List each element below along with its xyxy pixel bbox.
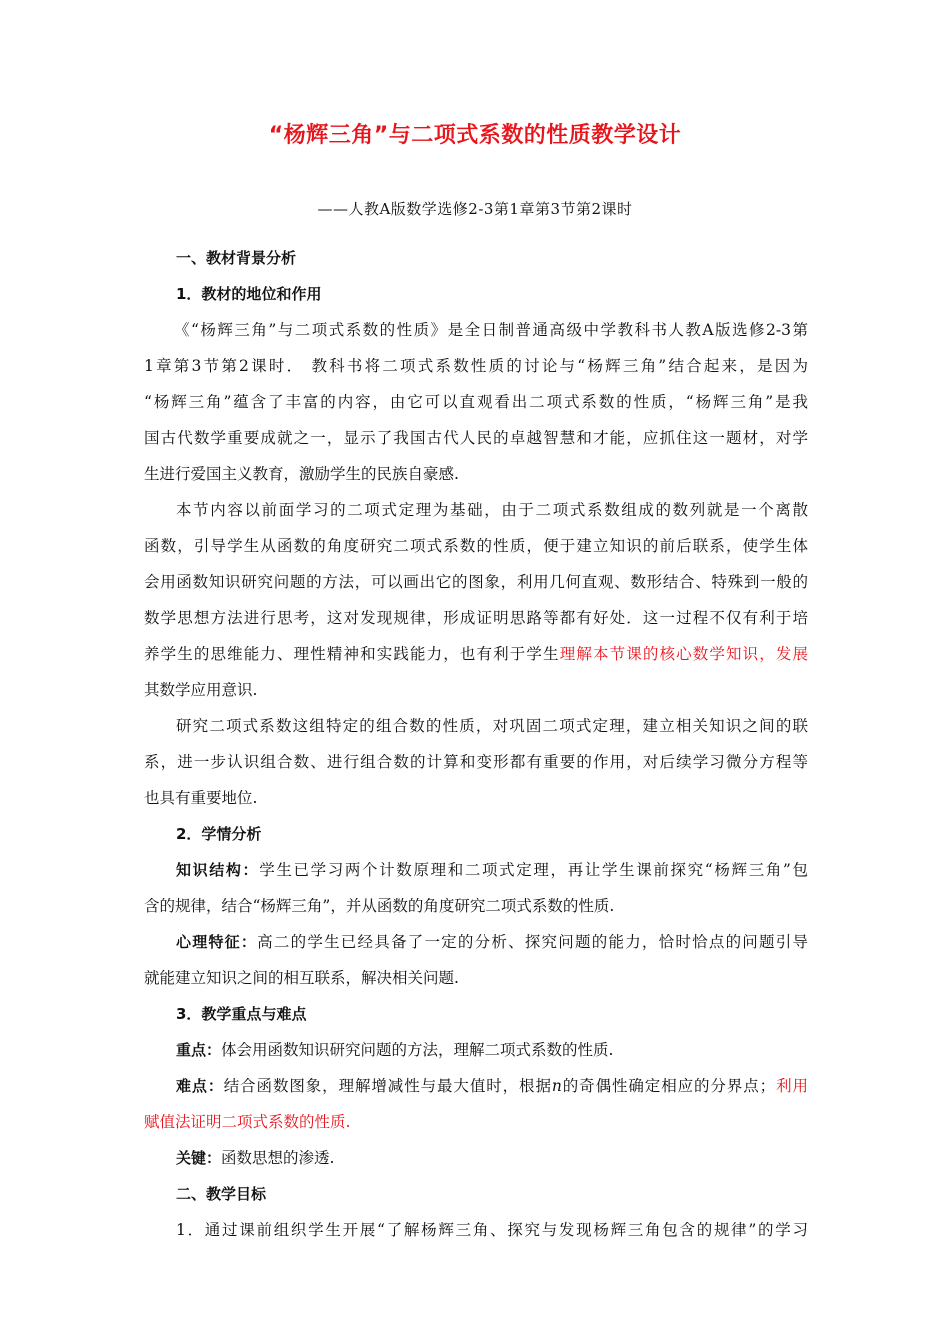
text-run: 结合函数图象，理解增减性与最大值时，根据 bbox=[223, 1077, 552, 1095]
paragraph-line: 1．通过课前组织学生开展“了解杨辉三角、探究与发现杨辉三角包含的规律”的学习 bbox=[176, 1221, 808, 1239]
paragraph-line: 也具有重要地位. bbox=[144, 789, 258, 807]
section-heading: 一、教材背景分析 bbox=[176, 249, 297, 267]
subsection-heading: 1．教材的地位和作用 bbox=[176, 285, 322, 303]
paragraph-line: 其数学应用意识. bbox=[144, 681, 258, 699]
section-heading: 二、教学目标 bbox=[176, 1185, 267, 1203]
paragraph-line: 系，进一步认识组合数、进行组合数的计算和变形都有重要的作用，对后续学习微分方程等 bbox=[144, 753, 808, 771]
text-run: 高二的学生已经具备了一定的分析、探究问题的能力，恰时恰点的问题引导 bbox=[257, 933, 808, 951]
math-variable: n bbox=[551, 1077, 562, 1095]
paragraph-line: 函数，引导学生从函数的角度研究二项式系数的性质，便于建立知识的前后联系，使学生体 bbox=[144, 537, 808, 555]
paragraph-line bbox=[144, 1032, 808, 1068]
paragraph-line: 数学思想方法进行思考，这对发现规律，形成证明思路等都有好处．这一过程不仅有利于培 bbox=[144, 609, 808, 627]
paragraph-line: 研究二项式系数这组特定的组合数的性质，对巩固二项式定理，建立相关知识之间的联 bbox=[176, 717, 808, 735]
term-label: 心理特征： bbox=[176, 933, 258, 951]
text-run: 函数思想的渗透. bbox=[221, 1149, 335, 1167]
paragraph-line: 本节内容以前面学习的二项式定理为基础，由于二项式系数组成的数列就是一个离散 bbox=[176, 501, 808, 519]
paragraph-line: 国古代数学重要成就之一，显示了我国古代人民的卓越智慧和才能，应抓住这一题材，对学 bbox=[144, 429, 808, 447]
highlighted-text: 利用 bbox=[775, 1077, 808, 1095]
highlighted-line: 赋值法证明二项式系数的性质. bbox=[144, 1113, 351, 1131]
paragraph-line bbox=[144, 852, 808, 888]
text-run: 养学生的思维能力、理性精神和实践能力，也有利于学生 bbox=[144, 645, 560, 663]
document-body bbox=[144, 240, 808, 1248]
paragraph-line bbox=[144, 1140, 808, 1176]
paragraph-line: 《“杨辉三角”与二项式系数的性质》是全日制普通高级中学教科书人教A版选修2-3第 bbox=[174, 321, 808, 339]
text-run: 学生已学习两个计数原理和二项式定理，再让学生课前探究“杨辉三角”包 bbox=[259, 861, 808, 879]
subsection-heading: 3．教学重点与难点 bbox=[176, 1005, 307, 1023]
text-run: 体会用函数知识研究问题的方法，理解二项式系数的性质. bbox=[221, 1041, 614, 1059]
paragraph-line: 会用函数知识研究问题的方法，可以画出它的图象，利用几何直观、数形结合、特殊到一般的 bbox=[144, 573, 808, 591]
term-label: 关键： bbox=[176, 1149, 222, 1167]
paragraph-line: 就能建立知识之间的相互联系，解决相关问题. bbox=[144, 969, 459, 987]
subsection-heading: 2．学情分析 bbox=[176, 825, 262, 843]
paragraph-line bbox=[144, 924, 808, 960]
paragraph-line bbox=[144, 636, 808, 672]
paragraph-line bbox=[144, 1068, 808, 1104]
term-label: 难点： bbox=[176, 1077, 224, 1095]
document-title: “杨辉三角”与二项式系数的性质教学设计 bbox=[268, 123, 682, 148]
highlighted-text: 理解本节课的核心数学知识，发展 bbox=[559, 645, 808, 663]
paragraph-line: “杨辉三角”蕴含了丰富的内容，由它可以直观看出二项式系数的性质，“杨辉三角”是我 bbox=[144, 393, 808, 411]
paragraph-line: 生进行爱国主义教育，激励学生的民族自豪感. bbox=[144, 465, 459, 483]
paragraph-line: 含的规律，结合“杨辉三角”，并从函数的角度研究二项式系数的性质. bbox=[144, 897, 615, 915]
paragraph-line: 1章第3节第2课时． 教科书将二项式系数性质的讨论与“杨辉三角”结合起来，是因为 bbox=[144, 357, 808, 375]
term-label: 重点： bbox=[176, 1041, 222, 1059]
term-label: 知识结构： bbox=[176, 861, 260, 879]
text-run: 的奇偶性确定相应的分界点； bbox=[561, 1077, 776, 1095]
document-subtitle: ——人教A版数学选修2-3第1章第3节第2课时 bbox=[317, 200, 633, 218]
